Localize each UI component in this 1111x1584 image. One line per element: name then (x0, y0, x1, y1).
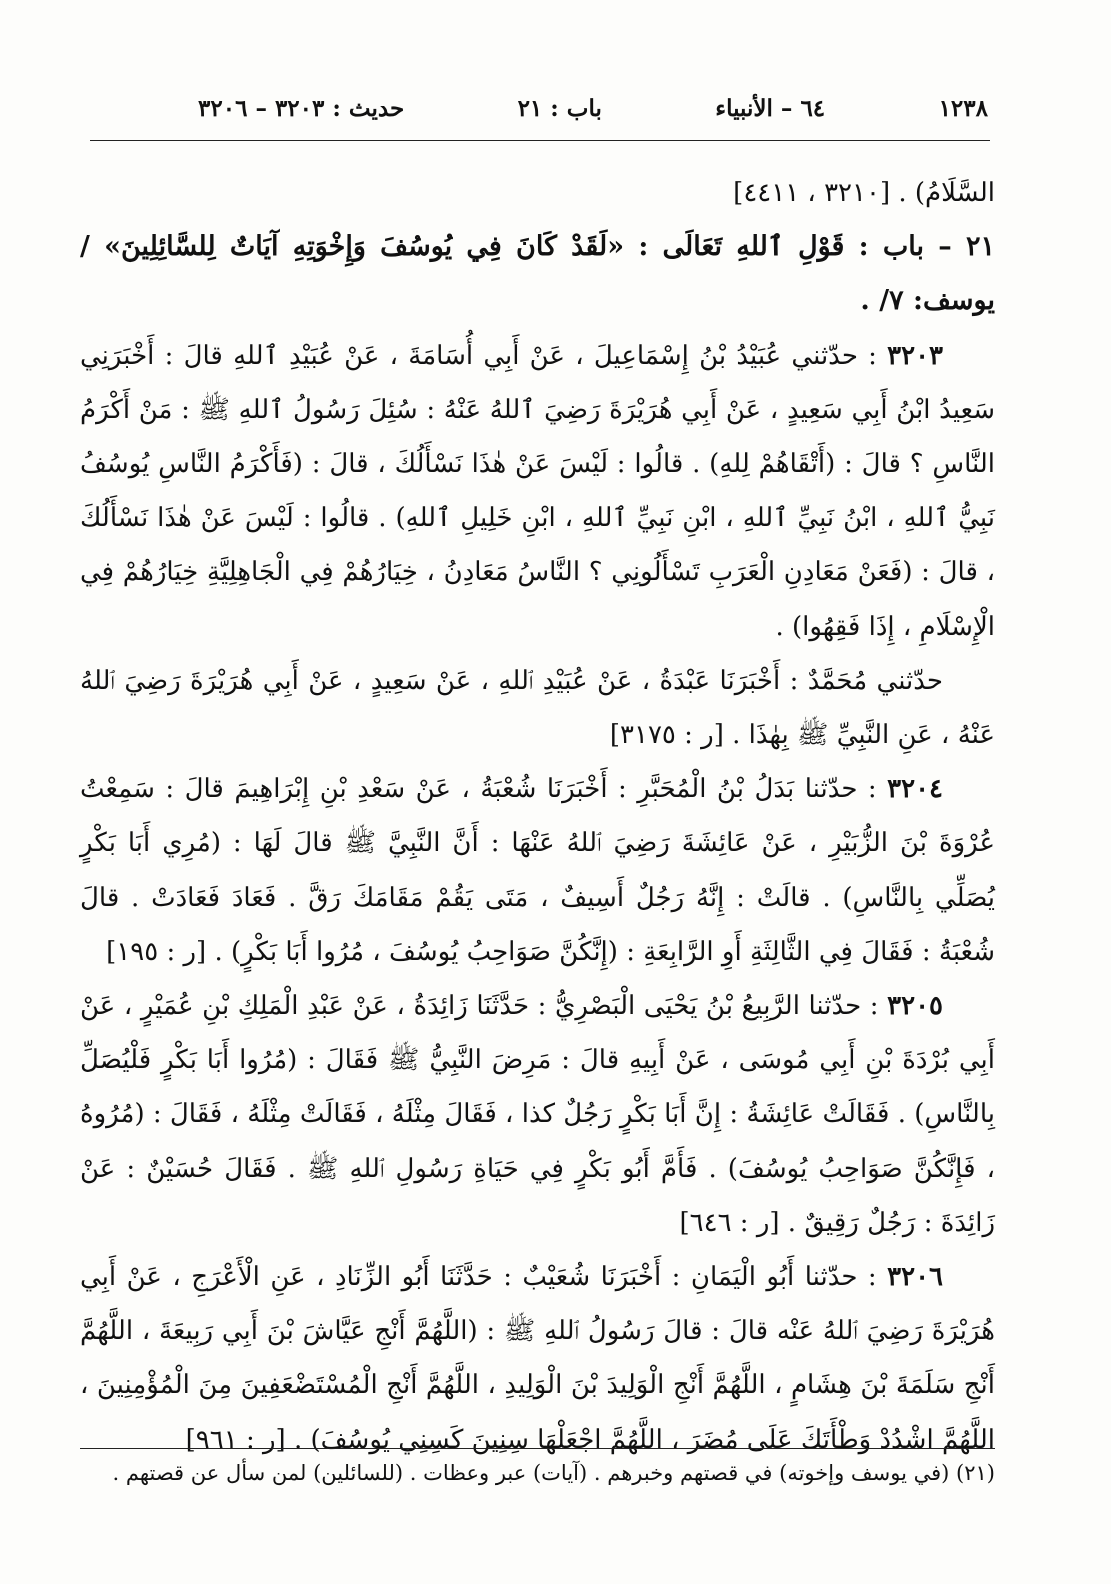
page-number: ١٢٣٨ (938, 94, 988, 122)
book-title: ٦٤ – الأنبياء (715, 94, 826, 122)
hadith-range: حديث : ٣٢٠٣ – ٣٢٠٦ (198, 94, 405, 122)
hadith-number: ٣٢٠٤ (887, 774, 943, 805)
hadith-number: ٣٢٠٣ (887, 340, 943, 371)
hadith-number: ٣٢٠٥ (887, 991, 943, 1022)
hadith-text: : حدّثنا الرَّبِيعُ بْنُ يَحْيَى الْبَصْرِيُّ : حَدَّثَنَا زَائِدَةُ ، عَنْ عَبْدِ الْمَلِكِ بْنِ عُمَيْرٍ ، عَنْ أَبِي بُرْدَةَ بْنِ أَبِي مُوسَى ، عَنْ أَبِيهِ قالَ : مَرِضَ النَّبِيُّ ﷺ فَقَالَ : (مُرُوا أَبَا بَكْرٍ فَلْيُصَلِّ بِالنَّاسِ) . فَقَالَتْ عَائِشَةُ : إِنَّ أَبَا بَكْرٍ رَجُلٌ كذا ، فَقَالَ مِثْلَهُ ، فَقَالَتْ مِثْلَهُ ، فَقَالَ : (مُرُوهُ ، فَإِنَّكُنَّ صَوَاحِبُ يُوسُفَ) . فَأَمَّ أَبُو بَكْرٍ فِي حَيَاةِ رَسُولِ ٱللهِ ﷺ . فَقَالَ حُسَيْنٌ : عَنْ زَائِدَةَ : رَجُلٌ رَقِيقٌ . [ر : ٦٤٦] (80, 991, 995, 1238)
footnote: (٢١) (في يوسف وإخوته) في قصتهم وخبرهم . (آيات) عبر وعظات . (للسائلين) لمن سأل عن قصتهم . (112, 1461, 995, 1485)
hadith-3204 (80, 762, 995, 979)
hadith-3206 (80, 1250, 995, 1467)
hadith-text: : حدّثنا أَبُو الْيَمَانِ : أَخْبَرَنَا شُعَيْبٌ : حَدَّثَنَا أَبُو الزِّنَادِ ، عَنِ الْأَعْرَجِ ، عَنْ أَبِي هُرَيْرَةَ رَضِيَ ٱللهُ عَنْه قالَ : قالَ رَسُولُ ٱللهِ ﷺ : (اللَّهُمَّ أَنْجِ عَيَّاشَ بْنَ أَبِي رَبِيعَةَ ، اللَّهُمَّ أَنْجِ سَلَمَةَ بْنَ هِشَامٍ ، اللَّهُمَّ أَنْجِ الْوَلِيدَ بْنَ الْوَلِيدِ ، اللَّهُمَّ أَنْجِ الْمُسْتَضْعَفِينَ مِنَ الْمُؤْمِنِينَ ، اللَّهُمَّ اشْدُدْ وَطْأَتَكَ عَلَى مُضَرَ ، اللَّهُمَّ اجْعَلْهَا سِنِينَ كَسِنِي يُوسُفَ) . [ر : ٩٦١] (80, 1262, 995, 1455)
hadith-text: : حدّثني عُبَيْدُ بْنُ إِسْمَاعِيلَ ، عَنْ أَبِي أُسَامَةَ ، عَنْ عُبَيْدِ ٱللهِ قالَ : أَخْبَرَنِي سَعِيدُ ابْنُ أَبِي سَعِيدٍ ، عَنْ أَبِي هُرَيْرَةَ رَضِيَ ٱللهُ عَنْهُ : سُئِلَ رَسُولُ ٱللهِ ﷺ : مَنْ أَكْرَمُ النَّاسِ ؟ قالَ : (أَتْقَاهُمْ لِلهِ) . قالُوا : لَيْسَ عَنْ هٰذَا نَسْأَلُكَ ، قالَ : (فَأَكْرَمُ النَّاسِ يُوسُفُ نَبِيُّ ٱللهِ ، ابْنُ نَبِيِّ ٱللهِ ، ابْنِ نَبِيِّ ٱللهِ ، ابْنِ خَلِيلِ ٱللهِ) . قالُوا : لَيْسَ عَنْ هٰذَا نَسْأَلُكَ ، قالَ : (فَعَنْ مَعَادِنِ الْعَرَبِ تَسْأَلُونِي ؟ النَّاسُ مَعَادِنُ ، خِيَارُهُمْ فِي الْجَاهِلِيَّةِ خِيَارُهُمْ فِي الْإِسْلَامِ ، إِذَا فَقِهُوا) . (80, 340, 996, 642)
hadith-3203-chain: حدّثني مُحَمَّدٌ : أَخْبَرَنَا عَبْدَةُ ، عَنْ عُبَيْدِ ٱللهِ ، عَنْ سَعِيدٍ ، عَنْ أَبِي هُرَيْرَةَ رَضِيَ ٱللهُ عَنْهُ ، عَنِ النَّبِيِّ ﷺ بِهٰذَا . [ر : ٣١٧٥] (80, 665, 995, 751)
header-divider (90, 140, 990, 141)
hadith-3203 (80, 329, 995, 654)
page-header (198, 88, 988, 128)
hadith-number: ٣٢٠٦ (887, 1262, 943, 1293)
hadith-3205 (80, 979, 995, 1250)
page-body (80, 166, 995, 1467)
footnote-divider (80, 1448, 995, 1449)
hadith-text: : حدّثنا بَدَلُ بْنُ الْمُحَبَّرِ : أَخْبَرَنَا شُعْبَةُ ، عَنْ سَعْدِ بْنِ إِبْرَاهِيمَ قالَ : سَمِعْتُ عُرْوَةَ بْنَ الزُّبَيْرِ ، عَنْ عَائِشَةَ رَضِيَ ٱللهُ عَنْهَا : أَنَّ النَّبِيَّ ﷺ قالَ لَهَا : (مُرِي أَبَا بَكْرٍ يُصَلِّي بِالنَّاسِ) . قالَتْ : إِنَّهُ رَجُلٌ أَسِيفٌ ، مَتَى يَقُمْ مَقَامَكَ رَقَّ . فَعَادَ فَعَادَتْ . قالَ شُعْبَةُ : فَقَالَ فِي الثَّالِثَةِ أَوِ الرَّابِعَةِ : (إِنَّكُنَّ صَوَاحِبُ يُوسُفَ ، مُرُوا أَبَا بَكْرٍ) . [ر : ١٩٥] (80, 774, 995, 967)
intro-line: السَّلَامُ) . [٣٢١٠ ، ٤٤١١] (733, 178, 995, 208)
chapter-heading: ٢١ – باب : قَوْلِ ٱللهِ تَعَالَى : «لَقَدْ كَانَ فِي يُوسُفَ وَإِخْوَتِهِ آيَاتٌ لِلسَّائِلِينَ» /يوسف: ٧/ . (80, 231, 995, 317)
chapter-reference: باب : ٢١ (517, 94, 602, 122)
